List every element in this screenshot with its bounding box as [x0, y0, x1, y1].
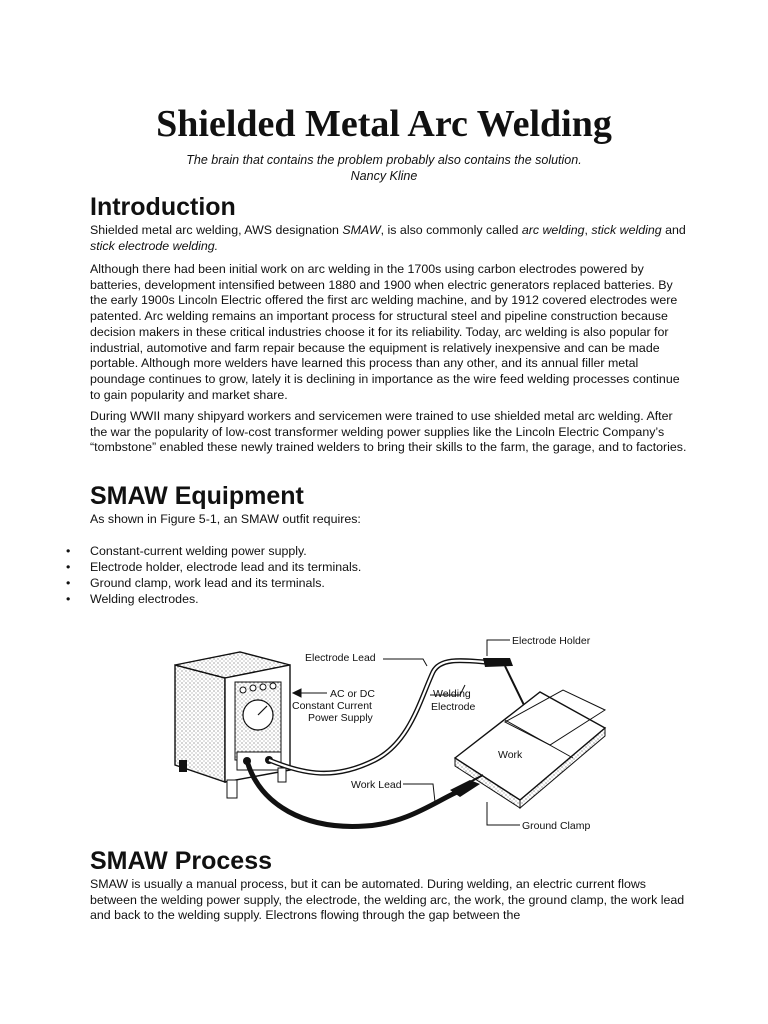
list-item-text: Constant-current welding power supply.: [90, 544, 307, 558]
label-welding: Welding: [433, 688, 471, 700]
list-item-text: Electrode holder, electrode lead and its terminals.: [90, 560, 362, 574]
quote-author: Nancy Kline: [350, 169, 418, 183]
label-work: Work: [498, 749, 523, 761]
text-run: , is also commonly called: [380, 223, 522, 237]
list-item: [62, 543, 361, 559]
list-item-text: Ground clamp, work lead and its terminals.: [90, 576, 325, 590]
work-piece: [455, 690, 605, 808]
list-item-text: Welding electrodes.: [90, 592, 199, 606]
text-run: Shielded metal arc welding, AWS designation: [90, 223, 343, 237]
label-electrode-holder: Electrode Holder: [512, 635, 591, 647]
list-item: [62, 575, 361, 591]
text-run-italic: SMAW: [342, 223, 381, 237]
electrode-lead-cable: [269, 661, 485, 774]
requirements-list: [62, 543, 361, 607]
process-paragraph-1: SMAW is usually a manual process, but it can be automated. During welding, an electric current flows between the welding power supply, the electrode, the welding arc, the work, the ground clamp, the work lead and back to the welding supply. Electrons flowing through the gap between the: [90, 877, 685, 923]
heading-introduction: Introduction: [90, 193, 236, 221]
label-ac-dc: AC or DC: [330, 688, 375, 700]
intro-paragraph-2: Although there had been initial work on arc welding in the 1700s using carbon electrodes powered by batteries, development intensified between 1880 and 1900 when electric generators replaced batteries. By the early 1900s Lincoln Electric offered the first arc welding machine, and by 1912 covered electrodes were patented. Arc welding remains an important process for structural steel and pipeline construction because decision makers in these critical industries choose it for its reliability. Today, arc welding is also popular for industrial, automotive and farm repair because the equipment is relatively inexpensive and can be made portable. Although more welders have learned this process than any other, and its annual filler metal poundage continues to grow, lately it is declining in importance as the wire feed welding processes continue to gain popularity and market share.: [90, 262, 680, 402]
power-supply-unit: [175, 652, 290, 798]
smaw-equipment-figure: [165, 630, 615, 840]
bullet: •: [66, 576, 71, 590]
list-item: [62, 559, 361, 575]
intro-paragraph-1: [90, 223, 690, 254]
text-run-italic: stick welding: [591, 223, 662, 237]
label-electrode-lead: Electrode Lead: [305, 652, 376, 664]
page-title: Shielded Metal Arc Welding: [156, 103, 612, 145]
label-work-lead: Work Lead: [351, 779, 402, 791]
bullet: •: [66, 544, 71, 558]
label-electrode: Electrode: [431, 701, 476, 713]
text-run: and: [661, 223, 686, 237]
text-run-italic: stick electrode welding.: [90, 238, 219, 253]
epigraph: [0, 152, 768, 184]
quote-text: The brain that contains the problem probably also contains the solution.: [186, 153, 582, 167]
intro-paragraph-3: During WWII many shipyard workers and servicemen were trained to use shielded metal arc welding. After the war the popularity of low-cost transformer welding power supplies like the Lincoln Electric Company’s “tombstone” enabled these newly trained welders to bring their skills to the farm, the garage, and to factories.: [90, 409, 687, 455]
bullet: •: [66, 592, 71, 606]
list-item: [62, 591, 361, 607]
heading-smaw-process: SMAW Process: [90, 847, 273, 875]
smaw-diagram: [165, 630, 615, 840]
label-ground-clamp: Ground Clamp: [522, 820, 591, 832]
bullet: •: [66, 560, 71, 574]
equipment-lead: As shown in Figure 5-1, an SMAW outfit requires:: [90, 512, 361, 526]
heading-smaw-equipment: SMAW Equipment: [90, 482, 304, 510]
label-power-supply: Power Supply: [308, 712, 373, 724]
text-run-italic: arc welding: [521, 223, 585, 237]
label-constant-current: Constant Current: [292, 700, 372, 712]
text-run: ,: [584, 223, 592, 237]
